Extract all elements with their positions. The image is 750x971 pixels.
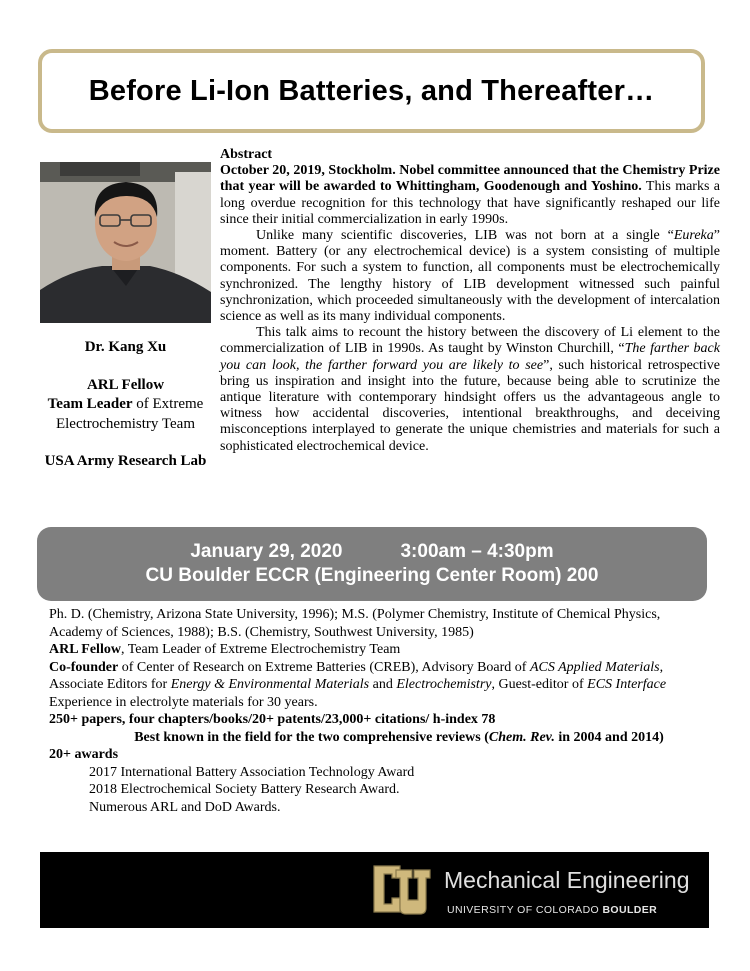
bio-known-b: in 2004 and 2014)	[554, 729, 664, 745]
bio-experience: Experience in electrolyte materials for 30 years.	[49, 694, 318, 710]
bio-known-journal: Chem. Rev.	[488, 729, 555, 745]
abstract-p1-bold: October 20, 2019, Stockholm. Nobel committee announced that the Chemistry Prize that year will be awarded to Whittingham, Goodenough and Yoshino.	[220, 163, 720, 195]
abstract-p1-rest: This marks a long overdue recognition for this technology that have significantly reshaped our life since their initial commercialization in early 1990s.	[220, 179, 720, 227]
speaker-info	[40, 330, 211, 472]
abstract-paragraph-3	[220, 325, 720, 455]
cu-logo-icon	[370, 860, 432, 923]
bio-stats: 250+ papers, four chapters/books/20+ patents/23,000+ citations/ h-index 78	[49, 712, 496, 727]
bio-cofounder-journal-4: ECS Interface	[587, 677, 667, 692]
speaker-name: Dr. Kang Xu	[84, 339, 167, 355]
abstract-heading: Abstract	[220, 147, 273, 162]
abstract-paragraph-2	[220, 228, 720, 325]
bio-fellow-bold: ARL Fellow	[49, 642, 121, 657]
bio-known-a: Best known in the field for the two comprehensive reviews (	[134, 729, 489, 745]
abstract-p3-b: ”, such historical retrospective bring us inspiration and insight into the future, because being able to scrutinize the antique literature with contemporary hindsight offers us the advantageous angle to witness how accidental discoveries, intentional breakthroughs, and deceiving misconceptions interplayed to generate the unique chemistries and materials for such a sophisticated electrochemical device.	[220, 357, 720, 454]
event-banner	[37, 527, 707, 601]
abstract-p2-italic: Eureka	[673, 228, 714, 244]
bio-cofounder-journal-1: ACS Applied Materials	[529, 659, 660, 675]
award-item: 2017 International Battery Association Technology Award	[89, 764, 415, 780]
bio-cofounder-text-b: , Associate Editors for	[49, 659, 664, 692]
bio-cofounder	[49, 659, 709, 694]
university-name-b: BOULDER	[602, 904, 658, 916]
page-title: Before Li-Ion Batteries, and Thereafter…	[88, 74, 655, 107]
title-box	[38, 49, 705, 133]
speaker-role: ARL Fellow	[86, 376, 165, 393]
bio-fellow-rest: , Team Leader of Extreme Electrochemistry Team	[120, 642, 401, 657]
abstract-section	[220, 147, 720, 455]
abstract-paragraph-1	[220, 163, 720, 228]
event-location: CU Boulder ECCR (Engineering Center Room) 200	[145, 565, 599, 586]
bio-awards-heading: 20+ awards	[49, 747, 119, 762]
award-item: Numerous ARL and DoD Awards.	[89, 799, 281, 815]
bio-section	[49, 606, 709, 816]
bio-cofounder-text-c: and	[369, 677, 397, 692]
speaker-team: Electrochemistry Team	[55, 415, 196, 432]
speaker-role-bold: Team Leader	[47, 396, 133, 412]
abstract-p3-a: This talk aims to recount the history between the discovery of Li element to the commercialization of LIB in 1990s. As taught by Winston Churchill, “	[220, 325, 720, 357]
footer-banner	[40, 852, 709, 928]
abstract-p2-a: Unlike many scientific discoveries, LIB was not born at a single “	[256, 228, 674, 244]
bio-cofounder-bold: Co-founder	[49, 659, 119, 675]
bio-cofounder-journal-3: Electrochemistry	[396, 677, 492, 692]
speaker-photo	[40, 162, 211, 323]
bio-cofounder-text-d: , Guest-editor of	[491, 677, 588, 692]
bio-fellow	[49, 641, 709, 659]
event-date: January 29, 2020	[190, 541, 343, 562]
university-name-a: UNIVERSITY OF COLORADO	[447, 904, 603, 916]
bio-cofounder-journal-2: Energy & Environmental Materials	[170, 677, 370, 692]
abstract-p2-b: ” moment. Battery (or any electrochemical device) is a system consisting of multiple components. For such a system to function, all components must be electrochemically synchronized. The lengthy history of LIB development witnessed such painful synchronization, which proceeded simultaneously with the development of intercalation science as well as its many individual components.	[220, 228, 720, 325]
bio-known-for	[49, 729, 709, 747]
event-time: 3:00am – 4:30pm	[400, 541, 554, 562]
department-name: Mechanical Engineering	[444, 867, 690, 893]
bio-cofounder-text-a: of Center of Research on Extreme Batteries (CREB), Advisory Board of	[118, 659, 530, 675]
bio-education: Ph. D. (Chemistry, Arizona State University, 1996); M.S. (Polymer Chemistry, Institute of Chemical Physics, Academy of Sciences, 1988); B.S. (Chemistry, Southwest University, 1985)	[49, 607, 661, 640]
award-item: 2018 Electrochemical Society Battery Research Award.	[89, 782, 400, 797]
university-name	[447, 904, 657, 916]
speaker-role-rest: of Extreme	[132, 396, 204, 412]
speaker-org: USA Army Research Lab	[44, 453, 207, 469]
abstract-p3-italic: The farther back you can look, the farther forward you are likely to see	[220, 341, 720, 373]
